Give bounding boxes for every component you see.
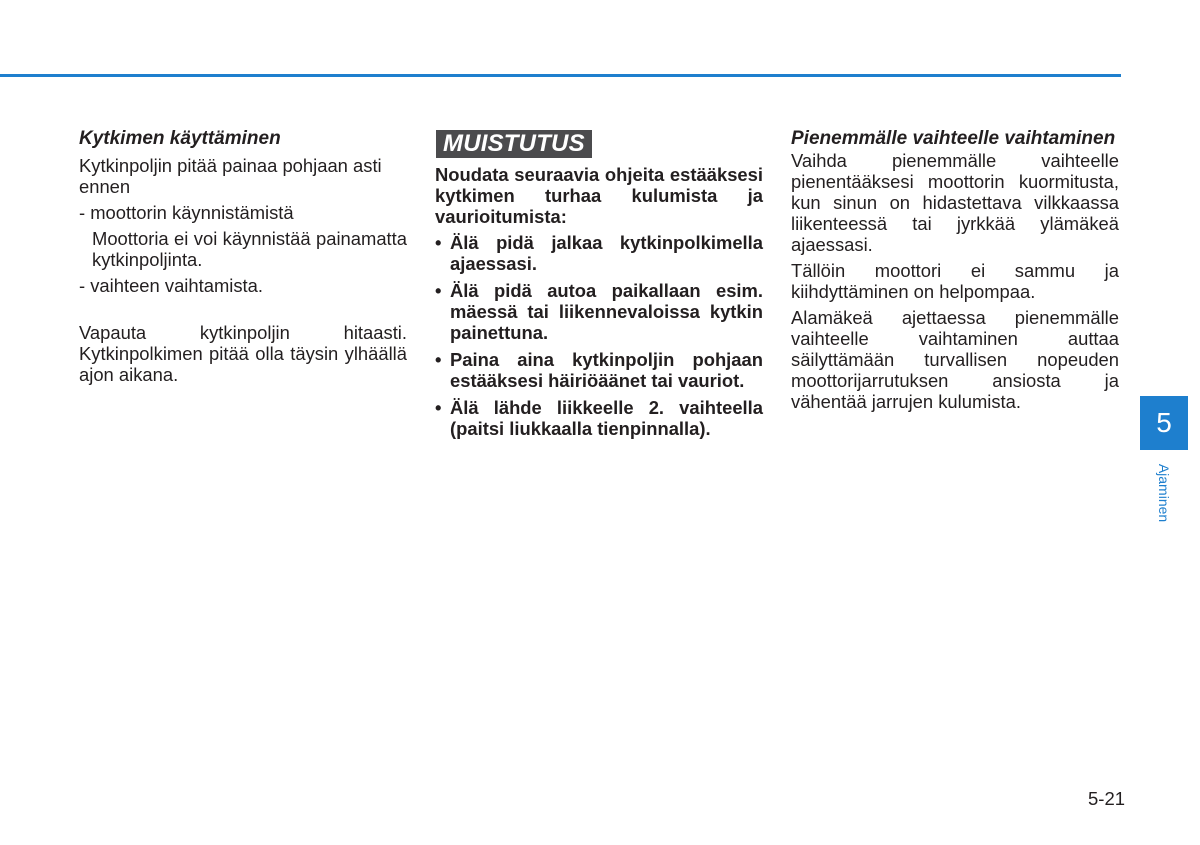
bullet-icon: • xyxy=(435,232,442,253)
chapter-tab xyxy=(1140,396,1188,450)
bullet-icon: • xyxy=(435,397,442,418)
downshift-paragraph: Alamäkeä ajettaessa pienemmälle vaihteelle vaihtaminen auttaa säilyttämään turvallisen nopeuden moottorijarrutuksen ansiosta ja vähentää jarrujen kulumista. xyxy=(791,307,1119,412)
notice-item-text: Älä pidä jalkaa kytkinpolkimella ajaessasi. xyxy=(450,232,763,274)
page-number: 5-21 xyxy=(1088,788,1126,809)
clutch-list-item-start: - moottorin käynnistämistä xyxy=(79,202,294,223)
bullet-icon: • xyxy=(435,349,442,370)
right-column xyxy=(791,128,1119,417)
left-column xyxy=(79,128,407,385)
notice-list-item xyxy=(435,349,763,391)
header-rule xyxy=(0,74,1121,77)
notice-badge: MUISTUTUS xyxy=(436,130,592,158)
notice-box xyxy=(435,130,763,445)
notice-item-text: Paina aina kytkinpoljin pohjaan estääksesi häiriöäänet tai vauriot. xyxy=(450,349,763,391)
chapter-tab-label: Ajaminen xyxy=(1156,463,1172,523)
clutch-list-item-note: Moottoria ei voi käynnistää painamatta kytkinpoljinta. xyxy=(92,228,407,270)
notice-list-item xyxy=(435,280,763,343)
clutch-release-paragraph: Vapauta kytkinpoljin hitaasti. Kytkinpolkimen pitää olla täysin ylhäällä ajon aikana. xyxy=(79,322,407,385)
bullet-icon: • xyxy=(435,280,442,301)
notice-intro: Noudata seuraavia ohjeita estääksesi kytkimen turhaa kulumista ja vaurioitumista: xyxy=(435,164,763,227)
notice-list-item xyxy=(435,232,763,274)
section-heading-downshift: Pienemmälle vaihteelle vaihtaminen xyxy=(791,128,1116,149)
chapter-number: 5 xyxy=(1156,407,1172,438)
notice-item-text: Älä pidä autoa paikallaan esim. mäessä tai liikennevaloissa kytkin painettuna. xyxy=(450,280,763,343)
downshift-paragraph: Tällöin moottori ei sammu ja kiihdyttäminen on helpompaa. xyxy=(791,260,1119,302)
clutch-intro: Kytkinpoljin pitää painaa pohjaan asti ennen xyxy=(79,155,382,197)
clutch-list-item-shift: - vaihteen vaihtamista. xyxy=(79,275,263,296)
notice-list xyxy=(435,232,763,439)
notice-list-item xyxy=(435,397,763,439)
downshift-paragraph: Vaihda pienemmälle vaihteelle pienentääksesi moottorin kuormitusta, kun sinun on hidastettava vilkkaassa liikenteessä tai jyrkkää ylämäkeä ajaessasi. xyxy=(791,150,1119,255)
notice-item-text: Älä lähde liikkeelle 2. vaihteella (paitsi liukkaalla tienpinnalla). xyxy=(450,397,763,439)
section-heading-clutch: Kytkimen käyttäminen xyxy=(79,128,281,149)
